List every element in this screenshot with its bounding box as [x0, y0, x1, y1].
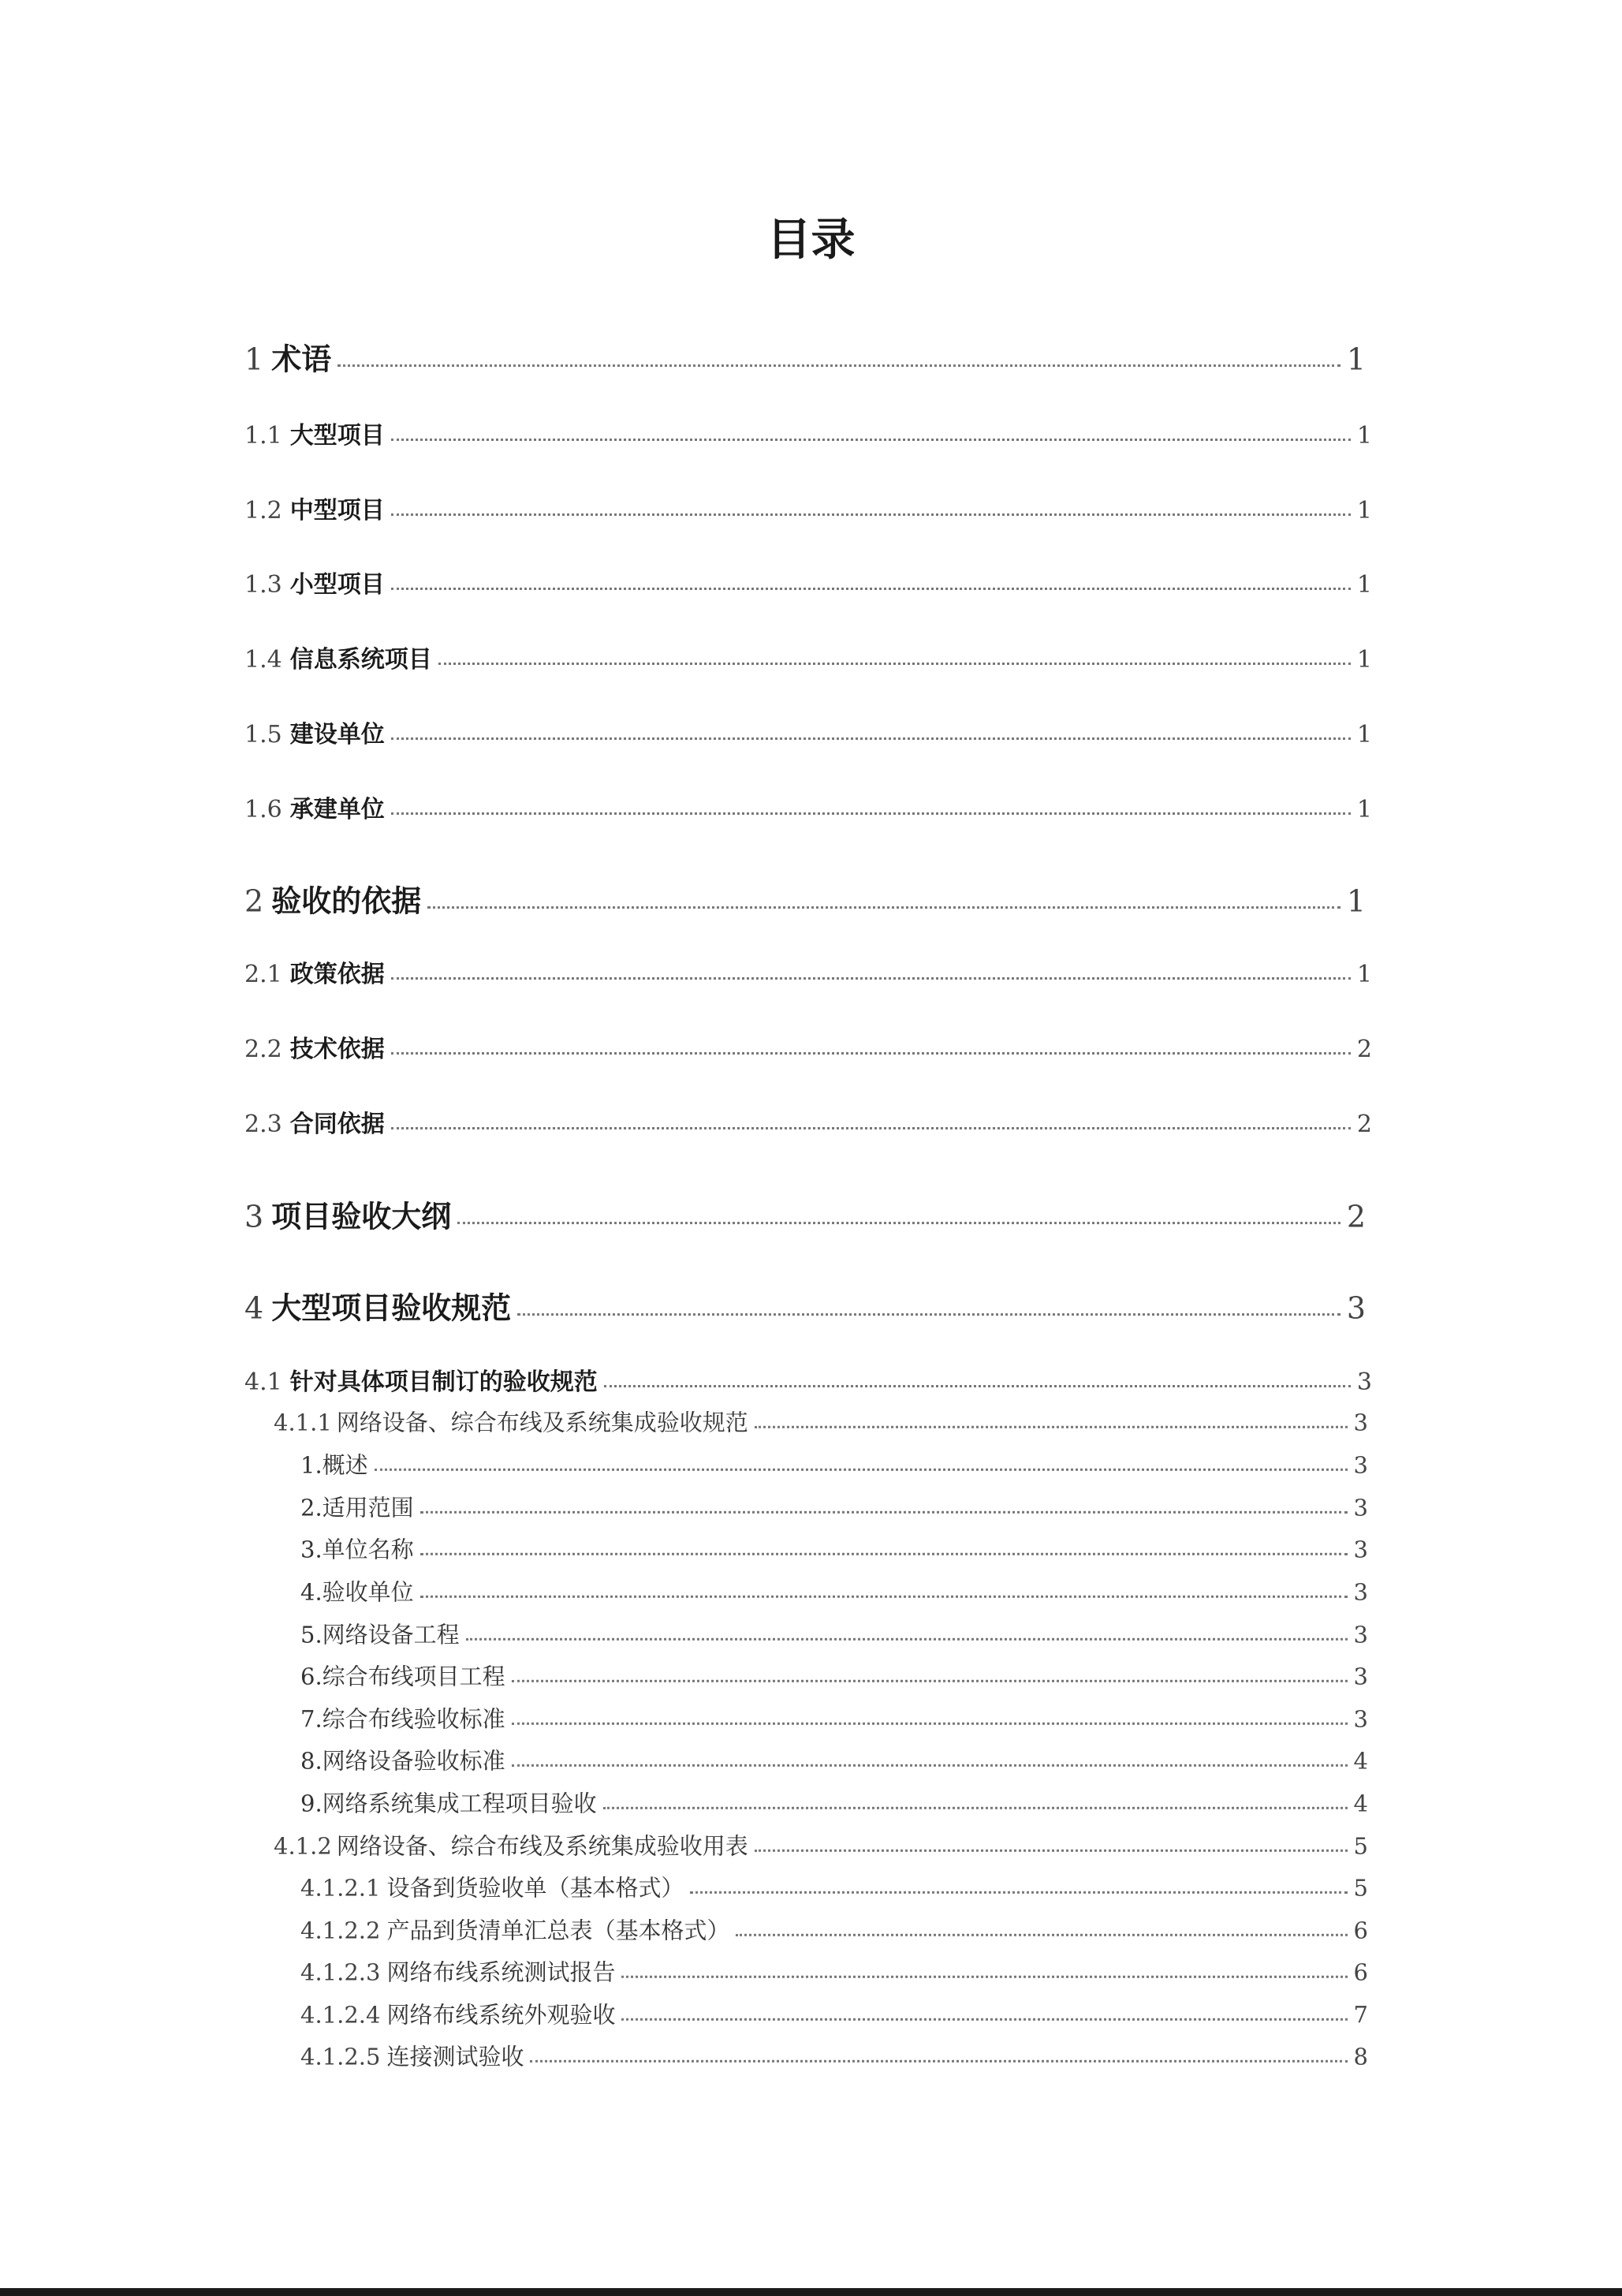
toc-entry-page: 3: [1353, 1621, 1368, 1648]
toc-entry[interactable]: [300, 1955, 1368, 1988]
dot-leader: [391, 789, 1351, 815]
toc-entry[interactable]: [244, 640, 1372, 674]
dot-leader: [466, 1615, 1348, 1641]
toc-entry-page: 4: [1353, 1790, 1368, 1817]
toc-entry-label: 项目验收大纲: [271, 1199, 452, 1234]
toc-entry-page: 2: [1356, 1111, 1372, 1138]
page-title: 目录: [766, 215, 856, 266]
toc-entry-label: 7.综合布线验收标准: [300, 1705, 505, 1733]
toc-entry[interactable]: [274, 1406, 1368, 1438]
dot-leader: [755, 1403, 1348, 1428]
toc-entry-page: 1: [1356, 961, 1372, 988]
toc-entry-page: 6: [1353, 1917, 1368, 1944]
toc-entry-label: 2.适用范围: [300, 1494, 414, 1521]
toc-entry[interactable]: [300, 1659, 1368, 1692]
dot-leader: [391, 1029, 1351, 1055]
toc-entry[interactable]: [244, 1193, 1366, 1236]
toc-entry[interactable]: [244, 790, 1372, 824]
toc-entry[interactable]: [244, 1104, 1372, 1139]
toc-entry-label: 网络设备、综合布线及系统集成验收用表: [336, 1832, 748, 1860]
toc-entry-label: 建设单位: [289, 721, 385, 749]
toc-entry-label: 网络设备、综合布线及系统集成验收规范: [336, 1409, 748, 1436]
toc-entry[interactable]: [300, 1702, 1368, 1734]
toc-entry-label: 1.概述: [300, 1451, 368, 1479]
toc-entry-number: 4.1.1: [274, 1409, 332, 1436]
dot-leader: [512, 1700, 1348, 1725]
toc-entry[interactable]: [244, 491, 1372, 525]
toc-entry[interactable]: [300, 1998, 1368, 2030]
toc-entry-label: 产品到货清单汇总表（基本格式）: [386, 1917, 730, 1944]
toc-entry-page: 3: [1353, 1536, 1368, 1563]
dot-leader: [427, 876, 1340, 909]
toc-entry-label: 技术依据: [289, 1036, 385, 1063]
toc-entry-number: 4.1.2.5: [300, 2043, 381, 2070]
toc-entry-page: 1: [1356, 571, 1372, 599]
toc-entry-number: 4.1: [244, 1368, 282, 1396]
toc-entry-page: 8: [1353, 2043, 1368, 2070]
toc-entry[interactable]: [244, 877, 1366, 920]
toc-entry-page: 2: [1346, 1199, 1366, 1234]
toc-entry-label: 网络布线系统外观验收: [386, 2001, 616, 2029]
toc-entry-page: 3: [1353, 1663, 1368, 1690]
toc-entry-page: 3: [1353, 1494, 1368, 1521]
toc-entry-number: 4: [244, 1290, 264, 1326]
toc-entry-number: 1.6: [244, 796, 282, 823]
toc-entry-number: 1.2: [244, 497, 282, 525]
toc-entry[interactable]: [244, 715, 1372, 749]
dot-leader: [391, 564, 1351, 590]
dot-leader: [690, 1869, 1347, 1894]
toc-entry-label: 设备到货验收单（基本格式）: [386, 1874, 684, 1902]
dot-leader: [420, 1573, 1348, 1598]
dot-leader: [512, 1657, 1348, 1682]
toc-entry[interactable]: [244, 416, 1372, 450]
toc-entry-number: 2.3: [244, 1111, 282, 1138]
toc-entry-label: 6.综合布线项目工程: [300, 1663, 505, 1690]
toc-entry-page: 1: [1356, 646, 1372, 674]
toc-entry-number: 2.2: [244, 1036, 282, 1063]
toc-entry-number: 1.5: [244, 721, 282, 749]
toc-entry[interactable]: [244, 1029, 1372, 1064]
toc-entry-page: 1: [1346, 342, 1366, 377]
toc-entry-label: 小型项目: [289, 571, 385, 599]
dot-leader: [603, 1784, 1348, 1809]
toc-entry-page: 3: [1353, 1451, 1368, 1479]
toc-entry-number: 2.1: [244, 961, 282, 988]
toc-entry-label: 验收的依据: [271, 883, 422, 919]
toc-entry[interactable]: [244, 954, 1372, 989]
dot-leader: [391, 415, 1351, 441]
toc-entry-page: 1: [1356, 721, 1372, 749]
toc-entry-label: 9.网络系统集成工程项目验收: [300, 1790, 597, 1817]
toc-entry[interactable]: [300, 1744, 1368, 1776]
dot-leader: [391, 490, 1351, 516]
toc-entry[interactable]: [300, 1786, 1368, 1819]
toc-entry-page: 1: [1346, 883, 1366, 919]
toc-entry-label: 承建单位: [289, 796, 385, 823]
toc-entry[interactable]: [244, 1284, 1366, 1327]
toc-entry-label: 大型项目: [289, 422, 385, 450]
toc-entry-label: 8.网络设备验收标准: [300, 1747, 505, 1775]
dot-leader: [621, 1995, 1347, 2021]
toc-entry-label: 政策依据: [289, 961, 385, 988]
toc-entry-label: 5.网络设备工程: [300, 1621, 460, 1648]
dot-leader: [512, 1742, 1348, 1767]
toc-entry-page: 1: [1356, 422, 1372, 450]
toc-entry-page: 5: [1353, 1874, 1368, 1902]
toc-entry-label: 合同依据: [289, 1111, 385, 1138]
toc-entry-number: 1.3: [244, 571, 282, 599]
toc-entry-label: 3.单位名称: [300, 1536, 414, 1563]
dot-leader: [391, 714, 1351, 740]
toc-entry-number: 3: [244, 1199, 264, 1234]
toc-entry-number: 1.1: [244, 422, 282, 450]
toc-entry-page: 3: [1353, 1409, 1368, 1436]
toc-entry-page: 1: [1356, 796, 1372, 823]
toc-entry-page: 5: [1353, 1832, 1368, 1860]
toc-entry[interactable]: [300, 1491, 1368, 1523]
toc-entry-number: 4.1.2.4: [300, 2001, 381, 2029]
toc-entry[interactable]: [300, 1448, 1368, 1480]
toc-entry-number: 1.4: [244, 646, 282, 674]
toc-entry-page: 3: [1353, 1578, 1368, 1606]
toc-entry-page: 7: [1353, 2001, 1368, 2029]
dot-leader: [755, 1827, 1348, 1852]
toc-entry-number: 1: [244, 342, 264, 377]
dot-leader: [391, 1103, 1351, 1129]
dot-leader: [420, 1488, 1348, 1514]
toc-entry[interactable]: [244, 335, 1366, 379]
dot-leader: [337, 334, 1340, 367]
dot-leader: [420, 1530, 1348, 1555]
toc-entry-label: 4.验收单位: [300, 1578, 414, 1606]
dot-leader: [438, 639, 1351, 665]
toc-entry[interactable]: [274, 1829, 1368, 1861]
toc-entry-number: 4.1.2.2: [300, 1917, 381, 1944]
toc-entry-page: 4: [1353, 1747, 1368, 1775]
toc-entry-label: 大型项目验收规范: [271, 1290, 512, 1326]
dot-leader: [604, 1361, 1351, 1387]
toc-entry-label: 连接测试验收: [386, 2043, 524, 2070]
toc-entry[interactable]: [300, 1871, 1368, 1903]
toc-entry[interactable]: [300, 1533, 1368, 1565]
dot-leader: [736, 1911, 1347, 1936]
toc-entry[interactable]: [244, 565, 1372, 599]
dot-leader: [375, 1446, 1348, 1471]
toc-entry-label: 信息系统项目: [289, 646, 432, 674]
toc-entry-page: 3: [1346, 1290, 1366, 1326]
toc-entry-page: 2: [1356, 1036, 1372, 1063]
toc-entry-label: 中型项目: [289, 497, 385, 525]
toc-entry-label: 针对具体项目制订的验收规范: [289, 1368, 598, 1396]
dot-leader: [391, 954, 1351, 980]
toc-entry[interactable]: [300, 1575, 1368, 1607]
toc-entry-number: 2: [244, 883, 264, 919]
viewer-bottom-edge: [0, 2288, 1622, 2296]
toc-entry-number: 4.1.2.3: [300, 1958, 381, 1986]
toc-entry-page: 3: [1356, 1368, 1372, 1396]
toc-entry[interactable]: [300, 1618, 1368, 1650]
toc-entry-label: 术语: [271, 342, 332, 377]
dot-leader: [517, 1283, 1340, 1316]
dot-leader: [621, 1953, 1347, 1978]
toc-entry[interactable]: [300, 2040, 1368, 2072]
toc-entry-number: 4.1.2.1: [300, 1874, 381, 1902]
dot-leader: [457, 1192, 1340, 1224]
toc-entry-page: 3: [1353, 1705, 1368, 1733]
toc-entry-number: 4.1.2: [274, 1832, 332, 1860]
toc-entry-page: 6: [1353, 1958, 1368, 1986]
dot-leader: [530, 2037, 1347, 2063]
toc-entry[interactable]: [300, 1913, 1368, 1946]
toc-entry-page: 1: [1356, 497, 1372, 525]
toc-entry-label: 网络布线系统测试报告: [386, 1958, 616, 1986]
toc-entry[interactable]: [244, 1362, 1372, 1397]
